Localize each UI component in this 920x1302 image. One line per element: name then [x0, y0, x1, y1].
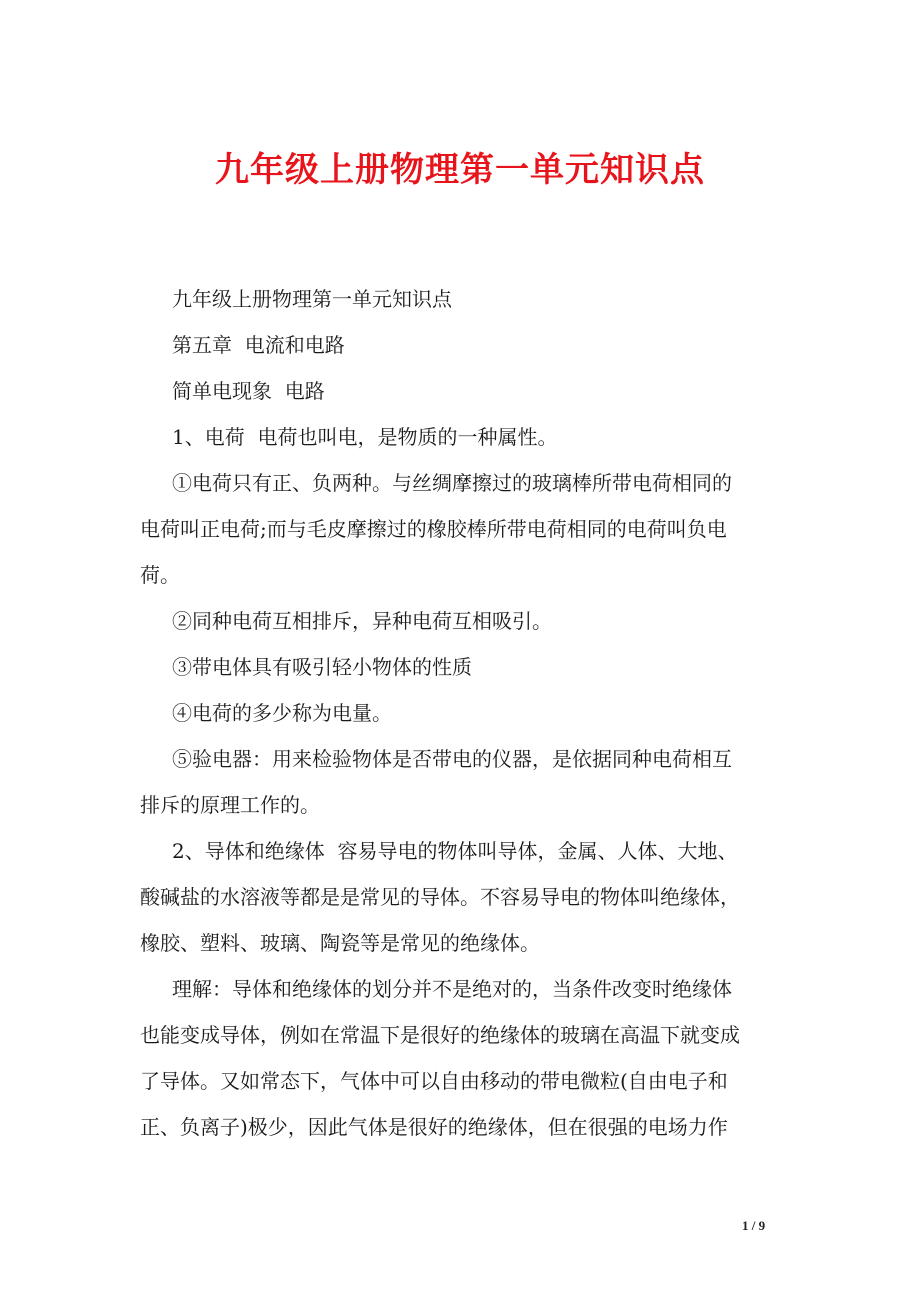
body-line: ⑤验电器：用来检验物体是否带电的仪器，是依据同种电荷相互 [172, 747, 732, 771]
body-line: 电荷叫正电荷;而与毛皮摩擦过的橡胶棒所带电荷相同的电荷叫负电 [140, 517, 727, 541]
body-line: ①电荷只有正、负两种。与丝绸摩擦过的玻璃棒所带电荷相同的 [172, 471, 732, 495]
body-line: 橡胶、塑料、玻璃、陶瓷等是常见的绝缘体。 [140, 931, 540, 955]
body-line: 理解：导体和绝缘体的划分并不是绝对的，当条件改变时绝缘体 [172, 977, 732, 1001]
page-number: 1 / 9 [742, 1218, 766, 1233]
body-line: 1、电荷 电荷也叫电，是物质的一种属性。 [172, 425, 558, 449]
body-line: 酸碱盐的水溶液等都是是常见的导体。不容易导电的物体叫绝缘体， [140, 885, 740, 909]
body-line: 荷。 [140, 563, 180, 587]
body-line: 2、导体和绝缘体 容易导电的物体叫导体，金属、人体、大地、 [172, 839, 738, 863]
body-line: ③带电体具有吸引轻小物体的性质 [172, 655, 472, 679]
chapter-heading: 第五章 电流和电路 [172, 333, 345, 357]
body-line: 排斥的原理工作的。 [140, 793, 320, 817]
body-line: 九年级上册物理第一单元知识点 [172, 287, 452, 311]
body-line: ④电荷的多少称为电量。 [172, 701, 392, 725]
document-title: 九年级上册物理第一单元知识点 [215, 150, 705, 190]
document-body [140, 276, 790, 1150]
body-line: 也能变成导体，例如在常温下是很好的绝缘体的玻璃在高温下就变成 [140, 1023, 740, 1047]
body-line: 正、负离子)极少，因此气体是很好的绝缘体，但在很强的电场力作 [140, 1115, 728, 1139]
body-line: ②同种电荷互相排斥，异种电荷互相吸引。 [172, 609, 552, 633]
body-line: 了导体。又如常态下，气体中可以自由移动的带电微粒(自由电子和 [140, 1069, 728, 1093]
section-heading: 简单电现象 电路 [172, 379, 325, 403]
